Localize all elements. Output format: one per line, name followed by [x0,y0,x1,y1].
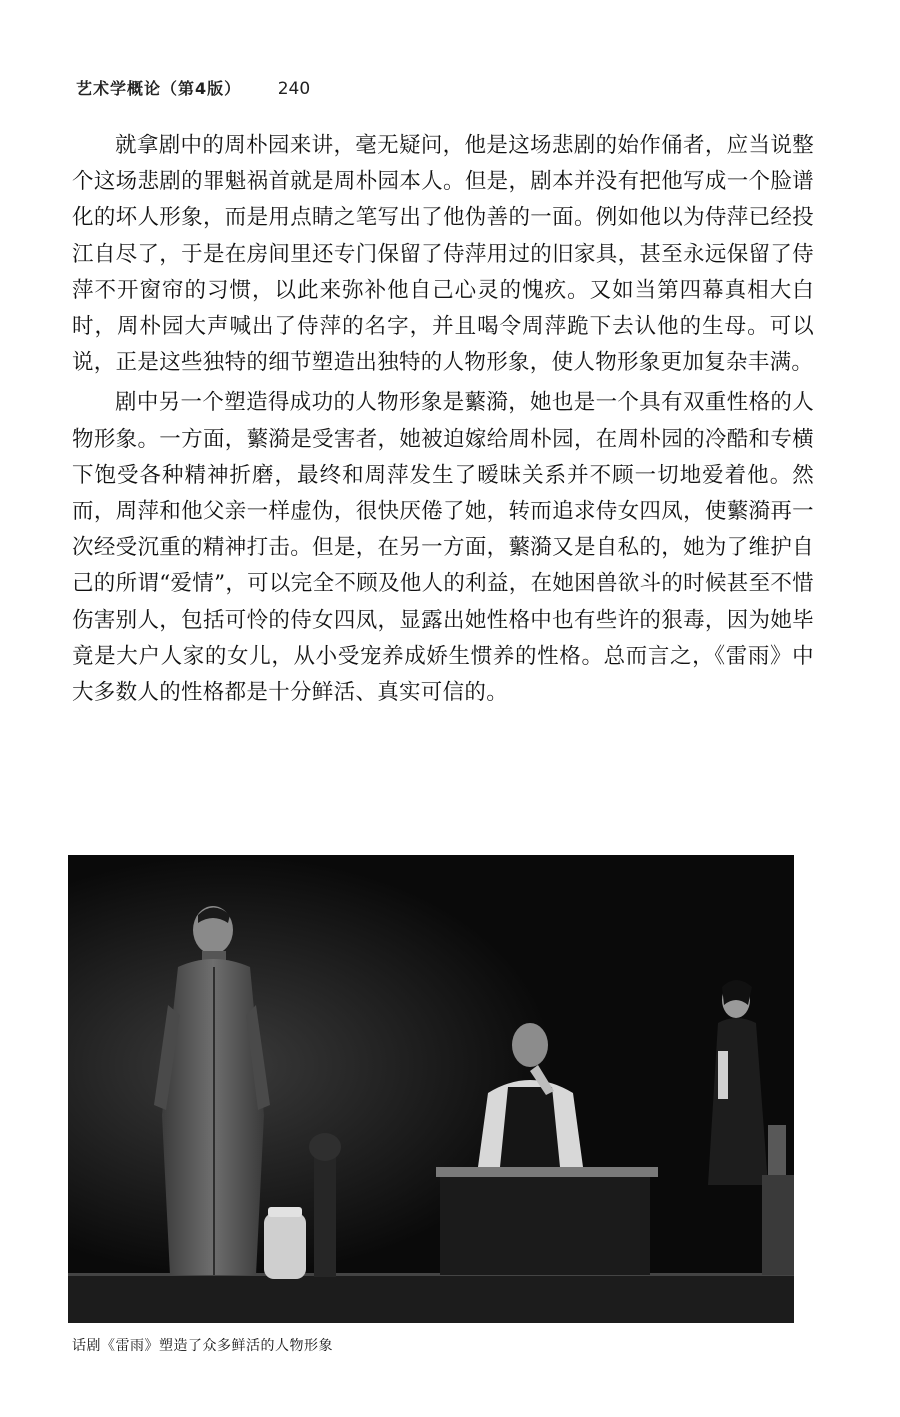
stage-photo-illustration [68,855,794,1323]
book-title: 艺术学概论（第4版） [76,79,242,98]
desk-figure [436,1155,658,1275]
page-number: 240 [277,79,311,99]
running-header [76,76,310,99]
vase-figure [264,1207,306,1279]
paragraph: 剧中另一个塑造得成功的人物形象是蘩漪，她也是一个具有双重性格的人物形象。一方面，蘩漪是受害者，她被迫嫁给周朴园，在周朴园的冷酷和专横下饱受各种精神折磨，最终和周萍发生了暧昧关系并不顾一切地爱着他。然而，周萍和他父亲一样虚伪，很快厌倦了她，转而追求侍女四凤，使蘩漪再一次经受沉重的精神打击。但是，在另一方面，蘩漪又是自私的，她为了维护自己的所谓“爱情”，可以完全不顾及他人的利益，在她困兽欲斗的时候甚至不惜伤害别人，包括可怜的侍女四凤，显露出她性格中也有些许的狠毒，因为她毕竟是大户人家的女儿，从小受宠养成娇生惯养的性格。总而言之，《雷雨》中大多数人的性格都是十分鲜活、真实可信的。 [72,390,814,706]
paragraph: 就拿剧中的周朴园来讲，毫无疑问，他是这场悲剧的始作俑者，应当说整个这场悲剧的罪魁祸首就是周朴园本人。但是，剧本并没有把他写成一个脸谱化的坏人形象，而是用点睛之笔写出了他伪善的一面。例如他以为侍萍已经投江自尽了，于是在房间里还专门保留了侍萍用过的旧家具，甚至永远保留了侍萍不开窗帘的习惯，以此来弥补他自己心灵的愧疚。又如当第四幕真相大白时，周朴园大声喊出了侍萍的名字，并且喝令周萍跪下去认他的生母。可以说，正是这些独特的细节塑造出独特的人物形象，使人物形象更加复杂丰满。 [72,133,814,376]
figure-caption: 话剧《雷雨》塑造了众多鲜活的人物形象 [72,1338,333,1354]
body-text [72,128,814,711]
stage-photo [68,855,794,1323]
